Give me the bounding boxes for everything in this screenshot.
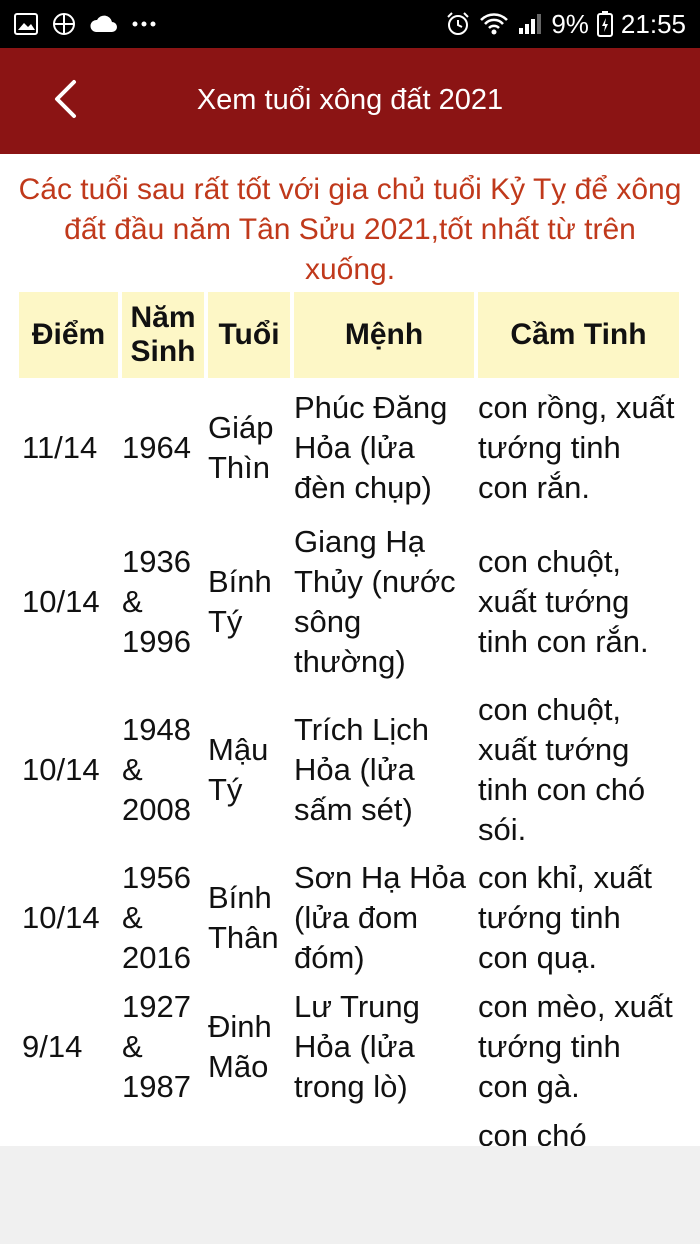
cell-age: Đinh Mão xyxy=(208,1009,272,1084)
cell-element: Phúc Đăng Hỏa (lửa đèn chụp) xyxy=(294,390,448,505)
cell-year: 1936 & 1996 xyxy=(122,544,191,659)
cell-year: 1964 xyxy=(122,430,191,465)
header-zodiac: Cầm Tinh xyxy=(478,292,679,378)
cell-year xyxy=(122,1112,204,1146)
table-row xyxy=(19,1112,679,1146)
age-table xyxy=(15,292,683,1146)
cell-element xyxy=(294,1112,474,1146)
clock: 21:55 xyxy=(620,8,686,39)
cell-score: 10/14 xyxy=(22,584,100,619)
cell-score xyxy=(19,1112,118,1146)
page-title: Xem tuổi xông đất 2021 xyxy=(196,84,504,116)
cell-zodiac: con mèo, xuất tướng tinh con gà. xyxy=(478,989,673,1104)
image-icon xyxy=(14,13,38,35)
cell-score: 10/14 xyxy=(22,752,100,787)
header-element: Mệnh xyxy=(294,292,474,378)
alarm-icon xyxy=(445,11,471,37)
header-score: Điểm xyxy=(19,292,118,378)
intro-text: Các tuổi sau rất tốt với gia chủ tuổi Kỷ Tỵ để xông đất đầu năm Tân Sửu 2021,tốt nhất từ trên xuống. xyxy=(18,173,682,286)
cell-age xyxy=(208,1112,290,1146)
header-age: Tuổi xyxy=(208,292,290,378)
app-bar xyxy=(0,48,700,154)
cell-age: Giáp Thìn xyxy=(208,410,274,485)
cell-year: 1956 & 2016 xyxy=(122,860,191,975)
cell-element: Sơn Hạ Hỏa (lửa đom đóm) xyxy=(294,860,466,975)
main-content[interactable] xyxy=(0,154,700,1146)
table-row xyxy=(19,854,679,982)
pinwheel-icon xyxy=(52,12,76,36)
table-row xyxy=(19,982,679,1112)
more-icon xyxy=(132,20,156,28)
cloud-icon xyxy=(90,14,118,34)
signal-icon xyxy=(517,12,543,36)
bottom-bar xyxy=(0,1146,700,1244)
table-row xyxy=(19,686,679,854)
cell-age: Bính Thân xyxy=(208,880,279,955)
status-bar xyxy=(0,0,700,48)
header-year: Năm Sinh xyxy=(122,292,204,378)
table-header-row xyxy=(19,292,679,378)
cell-year: 1927 & 1987 xyxy=(122,989,191,1104)
wifi-icon xyxy=(479,12,509,36)
table-row xyxy=(19,378,679,518)
cell-element: Giang Hạ Thủy (nước sông thường) xyxy=(294,524,456,679)
table-row xyxy=(19,518,679,686)
cell-zodiac: con rồng, xuất tướng tinh con rắn. xyxy=(478,390,675,505)
status-right xyxy=(445,9,686,40)
cell-year: 1948 & 2008 xyxy=(122,712,191,827)
cell-element: Trích Lịch Hỏa (lửa sấm sét) xyxy=(294,712,429,827)
cell-zodiac: con chuột, xuất tướng tinh con chó sói. xyxy=(478,692,646,847)
cell-score: 10/14 xyxy=(22,900,100,935)
cell-age: Mậu Tý xyxy=(208,732,269,807)
cell-zodiac: con khỉ, xuất tướng tinh con quạ. xyxy=(478,860,653,975)
cell-zodiac: con chó xyxy=(478,1118,587,1146)
cell-score: 11/14 xyxy=(22,430,98,465)
cell-age: Bính Tý xyxy=(208,564,272,639)
battery-charging-icon xyxy=(597,11,613,37)
status-left-icons xyxy=(14,12,156,36)
cell-element: Lư Trung Hỏa (lửa trong lò) xyxy=(294,989,420,1104)
cell-score: 9/14 xyxy=(22,1029,83,1064)
cell-zodiac: con chuột, xuất tướng tinh con rắn. xyxy=(478,544,649,659)
battery-percent: 9% xyxy=(551,8,589,39)
